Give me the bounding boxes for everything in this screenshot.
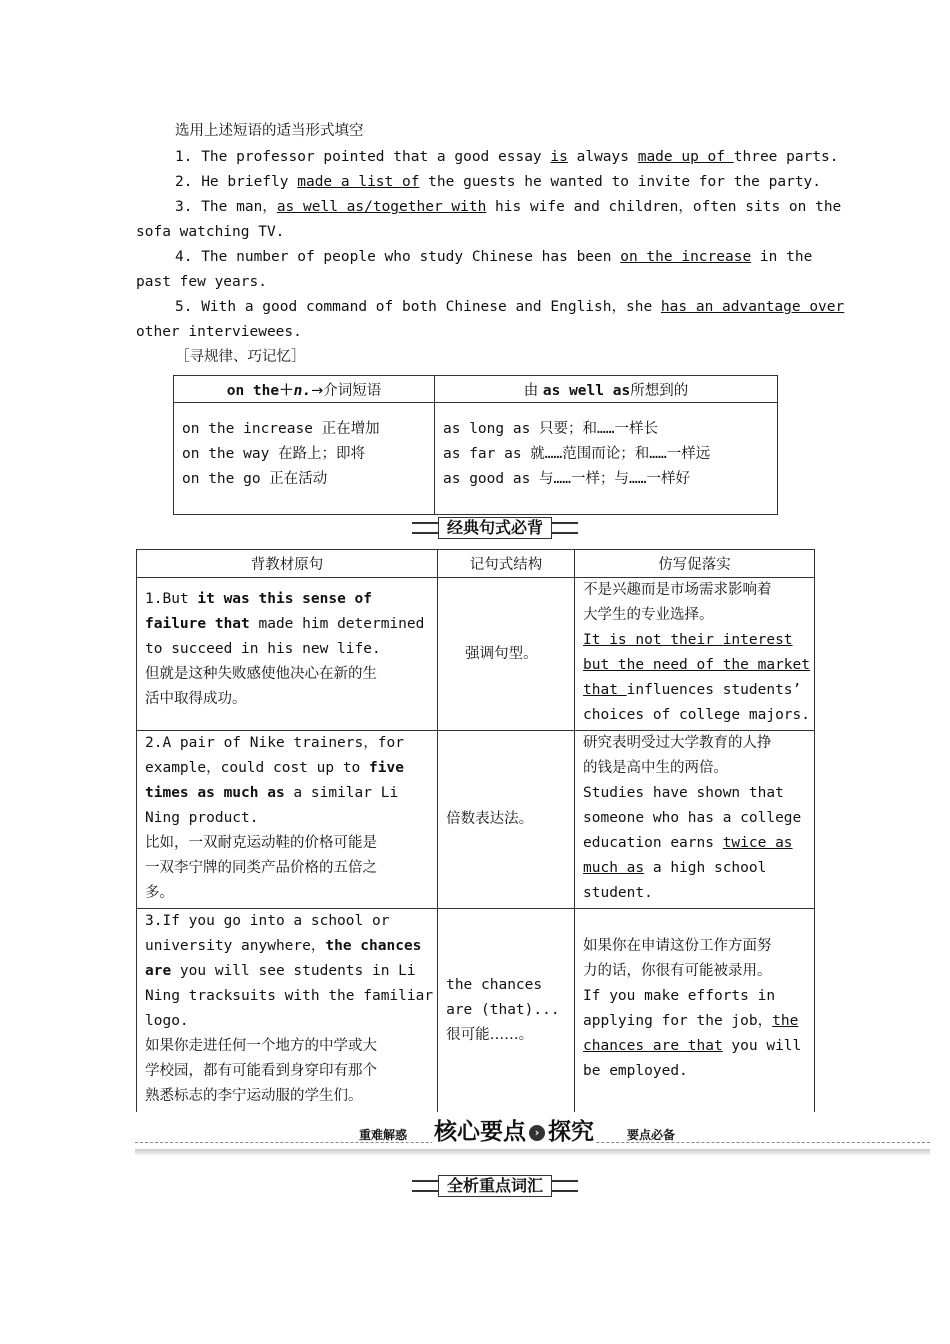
rule-table-right-list (435, 403, 778, 515)
answer-blank: chances are that (583, 1038, 723, 1054)
cell-text-line: 研究表明受过大学教育的人挣 (583, 735, 772, 751)
answer-blank: twice as (722, 835, 793, 851)
answer-blank: It is not their interest (583, 632, 793, 648)
cell-text-line: 力的话，你很有可能被录用。 (583, 963, 772, 979)
exercise-4: 4. The number of people who study Chinese has been on the increase in the (175, 249, 813, 265)
rules-label: ［寻规律、巧记忆］ (175, 349, 306, 365)
cell-text-line: student. (583, 885, 653, 901)
rule-item: on the way 在路上；即将 (182, 446, 366, 462)
emphasis-text: it was this sense of (197, 591, 372, 607)
structure-cell (438, 731, 575, 909)
emphasis-text: times as much as (145, 785, 285, 801)
original-sentence-cell (137, 909, 438, 1112)
rule-table-header-left: on the＋n.→介词短语 (174, 376, 435, 403)
rule-item: as good as 与……一样；与……一样好 (443, 471, 690, 487)
cell-text-line: someone who has a college (583, 810, 802, 826)
answer-blank: made a list of (297, 174, 420, 190)
exercise-4-continued: past few years. (136, 274, 267, 290)
cell-text-line: times as much as a similar Li (145, 785, 399, 801)
cell-text-line: 如果你在申请这份工作方面努 (583, 938, 772, 954)
cell-text-line: 学校园，都有可能看到身穿印有那个 (145, 1063, 377, 1079)
table-row (137, 731, 815, 909)
rule-table-left-list (174, 403, 435, 515)
exercise-5-continued: other interviewees. (136, 324, 302, 340)
instruction-heading: 选用上述短语的适当形式填空 (175, 123, 364, 139)
cell-text-line: 如果你走进任何一个地方的中学或大 (145, 1038, 377, 1054)
section-header-title: 核心要点 › 探究 (434, 1119, 594, 1145)
cell-text-line: If you make efforts in (583, 988, 776, 1004)
cell-text-line: to succeed in his new life. (145, 641, 381, 657)
cell-text-line: 3.If you go into a school or (145, 913, 390, 929)
original-sentence-cell (137, 731, 438, 909)
cell-text-line: 但就是这种失败感使他决心在新的生 (145, 666, 377, 682)
cell-text-line: Ning product. (145, 810, 259, 826)
cell-text-line: failure that made him determined (145, 616, 425, 632)
structure-cell (438, 909, 575, 1112)
cell-text-line: are you will see students in Li (145, 963, 416, 979)
practice-cell (575, 909, 815, 1112)
rule-item: on the increase 正在增加 (182, 421, 380, 437)
structure-cell (438, 578, 575, 731)
cell-text-line: are (that)... (446, 1001, 560, 1018)
phrase-rule-table (173, 375, 778, 515)
section-header-right-text: 要点必备 (627, 1128, 676, 1142)
exercise-2: 2. He briefly made a list of the guests he wanted to invite for the party. (175, 174, 822, 190)
cell-text-line: be employed. (583, 1063, 688, 1079)
answer-blank: the (772, 1013, 799, 1029)
section-header-left-text: 重难解惑 (359, 1128, 408, 1142)
rule-table-header-right: 由 as well as所想到的 (435, 376, 778, 403)
cell-text-line: 的钱是高中生的两倍。 (583, 760, 729, 776)
cell-text-line: 强调句型。 (465, 645, 538, 662)
column-header: 记句式结构 (438, 550, 575, 578)
cell-text-line: 1.But it was this sense of (145, 591, 372, 607)
cell-text-line: 倍数表达法。 (446, 811, 534, 827)
exercise-3: 3. The man，as well as/together with his wife and children，often sits on the (175, 199, 842, 215)
cell-text-line: chances are that you will (583, 1038, 802, 1054)
cell-text-line: example，could cost up to five (145, 760, 404, 776)
practice-cell (575, 731, 815, 909)
arrow-circle-icon: › (529, 1125, 545, 1141)
cell-text-line: 大学生的专业选择。 (583, 607, 714, 623)
table-row (137, 578, 815, 731)
cell-text-line: university anywhere，the chances (145, 938, 422, 954)
section-banner-key-vocabulary: 全析重点词汇 (412, 1175, 578, 1197)
section-banner-classic-sentences: 经典句式必背 (412, 517, 578, 539)
cell-text-line: 不是兴趣而是市场需求影响着 (583, 582, 772, 598)
answer-blank: is (550, 149, 568, 165)
exercise-3-continued: sofa watching TV. (136, 224, 285, 240)
cell-text-line: the chances (446, 976, 543, 993)
answer-blank: that (583, 682, 627, 698)
cell-text-line: much as a high school (583, 860, 767, 876)
cell-text-line: Ning tracksuits with the familiar (145, 988, 434, 1004)
cell-text-line: 2.A pair of Nike trainers，for (145, 735, 404, 751)
table-row (137, 909, 815, 1112)
emphasis-text: failure that (145, 616, 250, 632)
rule-item: as far as 就……范围而论；和……一样远 (443, 446, 711, 462)
column-header: 仿写促落实 (575, 550, 815, 578)
cell-text-line: logo. (145, 1013, 189, 1029)
cell-text-line (583, 653, 810, 678)
cell-text-line: that influences students’ (583, 682, 802, 698)
cell-text-line: 一双李宁牌的同类产品价格的五倍之 (145, 860, 377, 876)
cell-text-line: Studies have shown that (583, 785, 784, 801)
cell-text-line: 活中取得成功。 (145, 691, 247, 707)
cell-text-line: applying for the job，the (583, 1013, 799, 1029)
answer-blank: on the increase (620, 249, 752, 265)
cell-text-line: 多。 (145, 885, 174, 901)
answer-blank: but the need of the market (583, 657, 810, 673)
exercise-5: 5. With a good command of both Chinese and English，she has an advantage over (175, 299, 845, 315)
rule-item: on the go 正在活动 (182, 471, 328, 487)
section-header-core-points (135, 1115, 930, 1155)
answer-blank: has an advantage over (660, 299, 845, 315)
cell-text-line: 熟悉标志的李宁运动服的学生们。 (145, 1088, 363, 1104)
cell-text-line: 比如，一双耐克运动鞋的价格可能是 (145, 835, 377, 851)
cell-text-line: choices of college majors. (583, 707, 810, 723)
column-header: 背教材原句 (137, 550, 438, 578)
emphasis-text: are (145, 963, 172, 979)
original-sentence-cell (137, 578, 438, 731)
emphasis-text: the chances (325, 938, 422, 954)
emphasis-text: five (369, 760, 404, 776)
cell-text-line: 很可能……。 (446, 1026, 534, 1043)
exercise-1: 1. The professor pointed that a good essay is always made up of three parts. (175, 149, 839, 165)
rule-item: as long as 只要；和……一样长 (443, 421, 658, 437)
answer-blank: much as (583, 860, 645, 876)
practice-cell (575, 578, 815, 731)
answer-blank: made up of (637, 149, 734, 165)
cell-text-line: education earns twice as (583, 835, 793, 851)
answer-blank: as well as/together with (276, 199, 487, 215)
sentence-pattern-table (136, 549, 815, 1112)
cell-text-line (583, 628, 810, 653)
